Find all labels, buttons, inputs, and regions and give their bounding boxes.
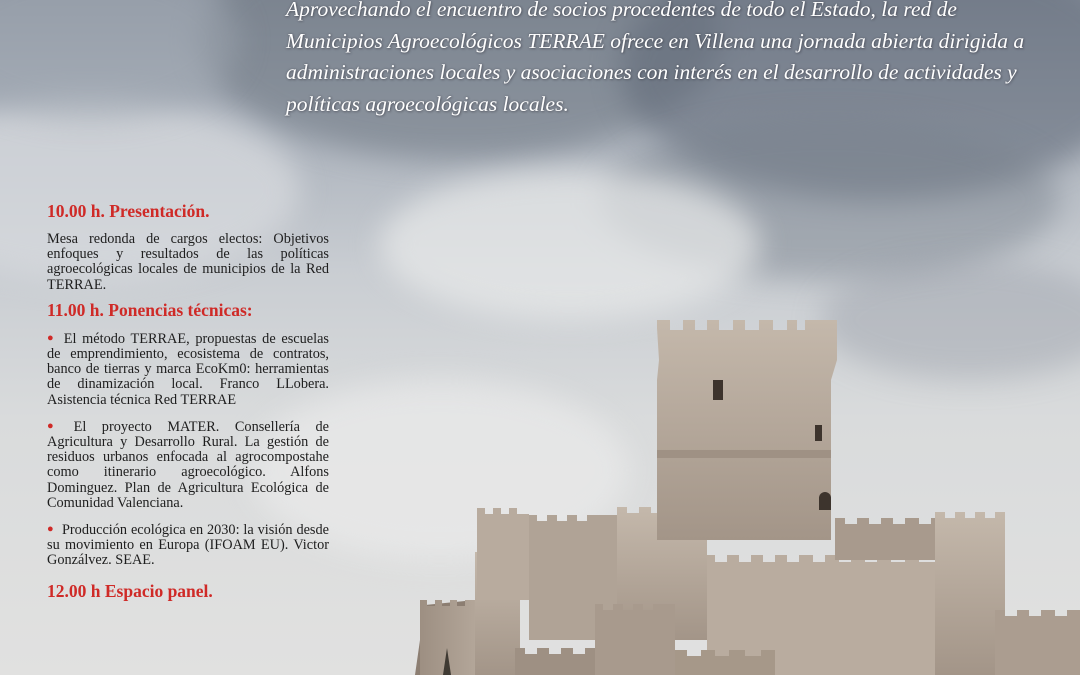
red-dot-icon: ●: [47, 331, 56, 344]
session-description-presentacion: Mesa redonda de cargos electos: Objetivos enfoques y resultados de las políticas agroecológicas locales de municipios de la Red TERRAE.: [47, 231, 329, 293]
agenda-list-item: [47, 331, 329, 408]
sky-cloud: [0, 0, 240, 120]
agenda-item-text: El método TERRAE, propuestas de escuelas de emprendimiento, ecosistema de contratos, banco de tierras y marca EcoKm0: herramientas de dinamización local. Franco LLobera. Asistencia técnica Red TERRAE: [47, 330, 329, 408]
red-dot-icon: ●: [47, 523, 54, 536]
agenda-item-text: El proyecto MATER. Consellería de Agricultura y Desarrollo Rural. La gestión de residuos urbanos enfocada al agrocompostahe como itinerario agroecológico. Alfons Dominguez. Plan de Agricultura Ecológica de Comunidad Valenciana.: [47, 418, 329, 511]
session-heading-espacio-panel: 12.00 h Espacio panel.: [47, 580, 213, 601]
session-heading-ponencias: 11.00 h. Ponencias técnicas:: [47, 299, 253, 320]
agenda-list-item: [47, 419, 329, 511]
agenda-item-text: Producción ecológica en 2030: la visión desde su movimiento en Europa (IFOAM EU). Victor Gonzálvez. SEAE.: [47, 522, 329, 569]
agenda-column: [47, 200, 329, 612]
sky-cloud: [380, 170, 760, 320]
red-dot-icon: ●: [47, 419, 66, 432]
session-heading-presentacion: 10.00 h. Presentación.: [47, 201, 210, 221]
intro-paragraph: Aprovechando el encuentro de socios procedentes de todo el Estado, la red de Municipios Agroecológicos TERRAE ofrece en Villena una jornada abierta dirigida a administraciones locales y asociaciones con interés en el desarrollo de actividades y políticas agroecológicas locales.: [286, 0, 1025, 116]
agenda-list-item: [47, 522, 329, 569]
castle-illustration: [395, 300, 1080, 675]
